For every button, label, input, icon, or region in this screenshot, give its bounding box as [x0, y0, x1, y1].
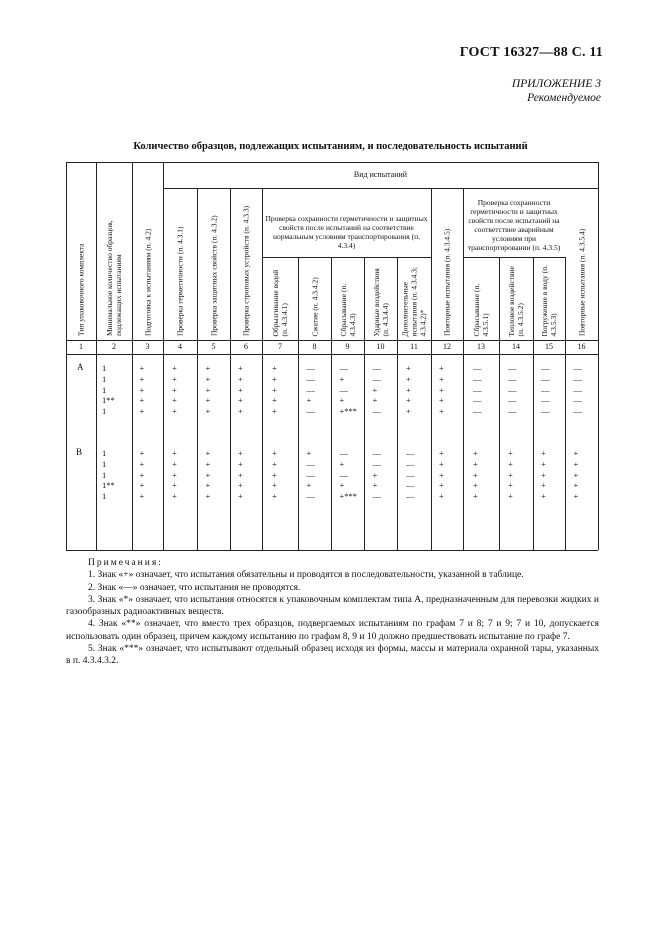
- table-cell: +: [238, 373, 243, 384]
- tests-table: [66, 162, 598, 550]
- table-cell: —: [508, 406, 517, 417]
- table-cell: —: [306, 458, 315, 469]
- table-cell: —: [541, 363, 550, 373]
- table-cell: +: [139, 491, 145, 502]
- table-cell: —: [306, 373, 315, 384]
- table-cell: +: [508, 469, 513, 480]
- table-cell: +: [139, 448, 145, 458]
- column-number: 14: [512, 342, 520, 351]
- table-cell: —: [573, 373, 582, 384]
- table-cell: +: [473, 448, 478, 458]
- table-cell: +: [473, 469, 478, 480]
- table-cell: +: [172, 373, 177, 384]
- table-cell: +: [172, 448, 177, 458]
- table-cell: —: [573, 395, 582, 406]
- column-number: 12: [443, 342, 451, 351]
- table-cell: +: [172, 406, 177, 417]
- table-cell: +: [205, 395, 211, 406]
- table-cell: —: [473, 406, 482, 417]
- table-vline: [364, 257, 365, 340]
- table-hline: [262, 257, 431, 258]
- table-vline: [66, 340, 67, 550]
- column-number: 8: [312, 342, 317, 351]
- table-cell: +: [473, 491, 478, 502]
- table-vline: [565, 340, 566, 550]
- column-header: Проверка защитных свойств (п. 4.3.2): [209, 215, 218, 336]
- document-header: ГОСТ 16327—88 С. 11: [459, 45, 603, 60]
- note-item: 4. Знак «**» означает, что вместо трех образцов, подвергаемых испытаниям по графам 7 и 8; 7 и 9; 7 и 10, допускается использовать один образец, причем каждому испытанию по графам 8, 9 и 10 должно предшествовать испытание по графе 7.: [66, 619, 599, 642]
- table-cell: +: [172, 384, 177, 395]
- table-cell: —: [306, 491, 315, 502]
- table-cell: +: [172, 480, 177, 491]
- column-number: 2: [112, 342, 116, 351]
- table-cell: —: [541, 406, 550, 417]
- table-cell: —: [306, 363, 315, 373]
- table-cell: +: [205, 458, 211, 469]
- table-vline: [262, 188, 263, 340]
- column-header: Обрызгивание водой (п. 4.3.4.1): [271, 269, 289, 336]
- table-vline: [331, 257, 332, 340]
- table-hline: [163, 188, 598, 189]
- table-cell: +: [541, 448, 546, 458]
- table-cell: +: [272, 480, 277, 491]
- table-cell: +: [372, 395, 378, 406]
- column-number: 15: [545, 342, 553, 351]
- table-cell: +: [508, 458, 513, 469]
- table-vline: [463, 340, 464, 550]
- table-cell: +: [238, 480, 243, 491]
- table-cell: +: [339, 480, 345, 491]
- table-cell: —: [573, 384, 582, 395]
- column-number: 3: [145, 342, 150, 351]
- table-cell: +: [541, 458, 546, 469]
- table-cell: 1: [102, 363, 107, 373]
- table-cell: —: [541, 395, 550, 406]
- table-cell: +: [172, 491, 177, 502]
- table-cell: +: [541, 469, 546, 480]
- table-vline: [364, 340, 365, 550]
- table-cell: +: [272, 491, 277, 502]
- table-cell: +: [238, 363, 243, 373]
- column-header: Проверка герметичности (п. 4.3.1): [175, 226, 185, 336]
- table-hline: [66, 550, 598, 551]
- table-cell: 1**: [102, 480, 115, 491]
- table-cell: —: [339, 448, 348, 458]
- table-cell: +: [272, 406, 277, 417]
- table-vline: [262, 340, 263, 550]
- appendix-title: ПРИЛОЖЕНИЕ 3: [511, 78, 601, 90]
- table-vline: [298, 340, 299, 550]
- table-cell: +: [372, 469, 378, 480]
- table-vline: [66, 162, 67, 340]
- table-cell: +: [172, 469, 177, 480]
- table-cell: +: [205, 469, 211, 480]
- table-cell: +: [473, 480, 478, 491]
- table-vline: [132, 162, 133, 340]
- table-cell: 1: [102, 491, 107, 502]
- table-cell: —: [541, 373, 550, 384]
- table-cell: 1**: [102, 395, 115, 406]
- table-cell: +: [172, 395, 177, 406]
- table-cell: +: [205, 480, 211, 491]
- table-cell: +: [439, 480, 444, 491]
- table-vline: [431, 188, 432, 340]
- table-cell: +: [172, 458, 177, 469]
- table-cell: —: [306, 469, 315, 480]
- table-vline: [565, 257, 566, 340]
- table-cell: +: [139, 395, 145, 406]
- table-cell: —: [508, 384, 517, 395]
- column-header: Проверка строповых устройств (п. 4.3.3): [241, 205, 251, 336]
- table-vline: [499, 340, 500, 550]
- table-cell: —: [406, 469, 415, 480]
- table-cell: +: [439, 448, 444, 458]
- table-cell: +: [205, 373, 211, 384]
- table-hline: [66, 354, 598, 355]
- table-cell: +: [406, 363, 411, 373]
- column-number: 1: [79, 342, 83, 351]
- column-number: 9: [345, 342, 350, 351]
- group-label: А: [77, 362, 84, 372]
- notes: [66, 557, 599, 668]
- table-cell: +: [406, 373, 411, 384]
- table-cell: —: [339, 469, 348, 480]
- table-cell: +: [573, 480, 579, 491]
- column-header: Сбрасывание (п. 4.3.5.1): [472, 283, 490, 336]
- table-cell: —: [573, 406, 582, 417]
- table-cell: +: [508, 480, 513, 491]
- table-cell: +: [272, 469, 277, 480]
- column-number: 16: [577, 342, 586, 351]
- table-hline: [66, 340, 598, 341]
- table-vline: [197, 340, 198, 550]
- table-cell: —: [372, 458, 381, 469]
- table-hline: [463, 257, 565, 258]
- table-cell: +: [573, 448, 579, 458]
- group-header-emergency: Проверка сохранности герметичности и защитных свойств после испытаний на соответствие аварийным условиям при транспортировании (п. 4.3.5): [467, 198, 561, 252]
- column-number: 11: [410, 342, 418, 351]
- table-cell: —: [473, 395, 482, 406]
- table-cell: +: [508, 448, 513, 458]
- column-number: 10: [376, 342, 385, 351]
- table-vline: [598, 162, 599, 340]
- table-cell: —: [573, 363, 582, 373]
- table-vline: [331, 340, 332, 550]
- table-cell: +: [508, 491, 513, 502]
- table-cell: +: [439, 491, 444, 502]
- table-cell: —: [508, 395, 517, 406]
- table-cell: +: [272, 395, 277, 406]
- column-header: Ударные воздействия (п. 4.3.4.4): [371, 267, 390, 336]
- table-cell: +: [406, 406, 411, 417]
- table-cell: —: [406, 458, 415, 469]
- table-cell: +***: [339, 406, 358, 417]
- table-cell: —: [473, 384, 482, 395]
- column-header: Минимальное количество образцов, подлежащих испытаниям: [105, 220, 123, 336]
- table-vline: [533, 340, 534, 550]
- column-header: Погружение в воду (п. 4.3.5.3): [540, 264, 558, 336]
- table-vline: [397, 257, 398, 340]
- group-header-normal: Проверка сохранности герметичности и защитных свойств после испытаний на соответствие нормальным условиям транспортирования (п. 4.3.4): [265, 214, 428, 250]
- table-cell: —: [306, 406, 315, 417]
- table-cell: —: [406, 480, 415, 491]
- table-cell: —: [406, 448, 415, 458]
- table-vline: [431, 340, 432, 550]
- table-cell: +: [541, 480, 546, 491]
- table-cell: +: [139, 458, 145, 469]
- table-cell: +: [439, 458, 444, 469]
- table-cell: +***: [339, 491, 358, 502]
- table-cell: +: [306, 448, 312, 458]
- table-cell: +: [238, 406, 243, 417]
- table-cell: +: [139, 384, 145, 395]
- table-cell: +: [272, 384, 277, 395]
- table-cell: —: [372, 373, 381, 384]
- table-cell: +: [139, 363, 145, 373]
- table-vline: [298, 257, 299, 340]
- table-cell: +: [372, 384, 378, 395]
- table-cell: +: [238, 384, 243, 395]
- column-header: Сжатие (п. 4.3.4.2): [310, 276, 319, 336]
- column-header: Дополнительные испытания (п. 4.3.4.3; 4.3.4.2)*: [400, 266, 428, 336]
- table-cell: —: [372, 406, 381, 417]
- table-cell: +: [272, 458, 277, 469]
- table-cell: +: [139, 406, 145, 417]
- table-cell: 1: [102, 384, 107, 395]
- table-cell: +: [573, 469, 579, 480]
- table-cell: +: [238, 458, 243, 469]
- column-number: 5: [211, 342, 216, 351]
- table-cell: +: [205, 406, 211, 417]
- table-vline: [96, 340, 97, 550]
- table-vline: [499, 257, 500, 340]
- column-number: 13: [477, 342, 485, 351]
- column-header: Повторные испытания (п. 4.3.5.4): [577, 228, 586, 336]
- table-cell: 1: [102, 406, 107, 417]
- table-cell: +: [406, 395, 411, 406]
- note-item: 3. Знак «*» означает, что испытания относятся к упаковочным комплектам типа А, предназначенным для перевозки жидких и газообразных радиоактивных веществ.: [66, 594, 599, 618]
- table-cell: 1: [102, 458, 107, 469]
- appendix-note: Рекомендуемое: [527, 92, 601, 104]
- group-label: В: [76, 447, 83, 457]
- table-cell: +: [406, 384, 411, 395]
- table-vline: [397, 340, 398, 550]
- table-cell: +: [205, 491, 211, 502]
- table-cell: +: [238, 395, 243, 406]
- table-cell: —: [508, 363, 517, 373]
- table-cell: +: [439, 469, 444, 480]
- table-cell: 1: [102, 448, 107, 458]
- note-item: 2. Знак «—» означает, что испытания не проводятся.: [88, 582, 301, 593]
- table-cell: —: [306, 384, 315, 395]
- table-cell: —: [372, 363, 381, 373]
- table-cell: —: [508, 373, 517, 384]
- table-cell: +: [573, 491, 579, 502]
- table-cell: +: [306, 395, 312, 406]
- table-cell: +: [473, 458, 478, 469]
- table-cell: +: [205, 448, 211, 458]
- table-vline: [96, 162, 97, 340]
- table-cell: +: [139, 480, 145, 491]
- table-cell: +: [439, 363, 444, 373]
- column-number: 7: [278, 342, 282, 351]
- table-vline: [463, 188, 464, 340]
- table-cell: +: [439, 395, 444, 406]
- table-vline: [598, 340, 599, 550]
- table-cell: —: [339, 384, 348, 395]
- column-header: Тепловое воздействие (п. 4.3.5.2): [507, 265, 525, 336]
- table-vline: [230, 340, 231, 550]
- column-number: 6: [244, 342, 248, 351]
- table-cell: +: [205, 384, 211, 395]
- table-cell: —: [339, 363, 348, 373]
- table-cell: +: [439, 406, 444, 417]
- table-cell: —: [473, 363, 482, 373]
- table-cell: —: [372, 491, 381, 502]
- table-vline: [132, 340, 133, 550]
- table-cell: +: [339, 458, 345, 469]
- table-cell: —: [541, 384, 550, 395]
- group-header-tests: Вид испытаний: [353, 170, 408, 179]
- table-cell: +: [541, 491, 546, 502]
- column-number: 4: [178, 342, 182, 351]
- table-cell: +: [439, 384, 444, 395]
- table-cell: +: [272, 373, 277, 384]
- table-cell: —: [473, 373, 482, 384]
- table-cell: +: [339, 373, 345, 384]
- column-header: Повторные испытания (п. 4.3.4.5): [442, 228, 452, 336]
- table-vline: [197, 188, 198, 340]
- note-item: 5. Знак «***» означает, что испытывают отдельный образец исходя из формы, массы и материала охранной тары, указанных в п. 4.3.4.3.2.: [66, 644, 599, 667]
- table-cell: +: [238, 448, 243, 458]
- table-cell: +: [439, 373, 444, 384]
- table-cell: +: [139, 373, 145, 384]
- table-cell: +: [205, 363, 211, 373]
- table-vline: [230, 188, 231, 340]
- appendix-label: [380, 77, 601, 105]
- column-header: Подготовка к испытаниям (п. 4.2): [143, 228, 152, 336]
- column-header: Сбрасывание (п. 4.3.4.3): [338, 283, 357, 336]
- table-cell: +: [139, 469, 145, 480]
- table-cell: 1: [102, 373, 107, 384]
- table-cell: 1: [102, 469, 107, 480]
- table-cell: —: [406, 491, 415, 502]
- table-title: Количество образцов, подлежащих испытаниям, и последовательность испытаний: [133, 141, 528, 152]
- table-vline: [163, 162, 164, 340]
- table-cell: +: [306, 480, 312, 491]
- table-cell: +: [238, 469, 243, 480]
- table-cell: +: [372, 480, 378, 491]
- column-header: Тип упаковочного комплекта: [76, 243, 86, 336]
- table-vline: [533, 257, 534, 340]
- table-cell: +: [272, 448, 277, 458]
- table-cell: +: [172, 363, 177, 373]
- table-cell: +: [339, 395, 345, 406]
- note-item: 1. Знак «+» означает, что испытания обязательны и проводятся в последовательности, указанной в таблице.: [88, 570, 524, 581]
- notes-heading: Примечания:: [88, 558, 163, 568]
- table-cell: +: [272, 363, 277, 373]
- table-hline: [66, 162, 598, 163]
- table-cell: +: [238, 491, 243, 502]
- table-cell: +: [573, 458, 579, 469]
- table-cell: —: [372, 448, 381, 458]
